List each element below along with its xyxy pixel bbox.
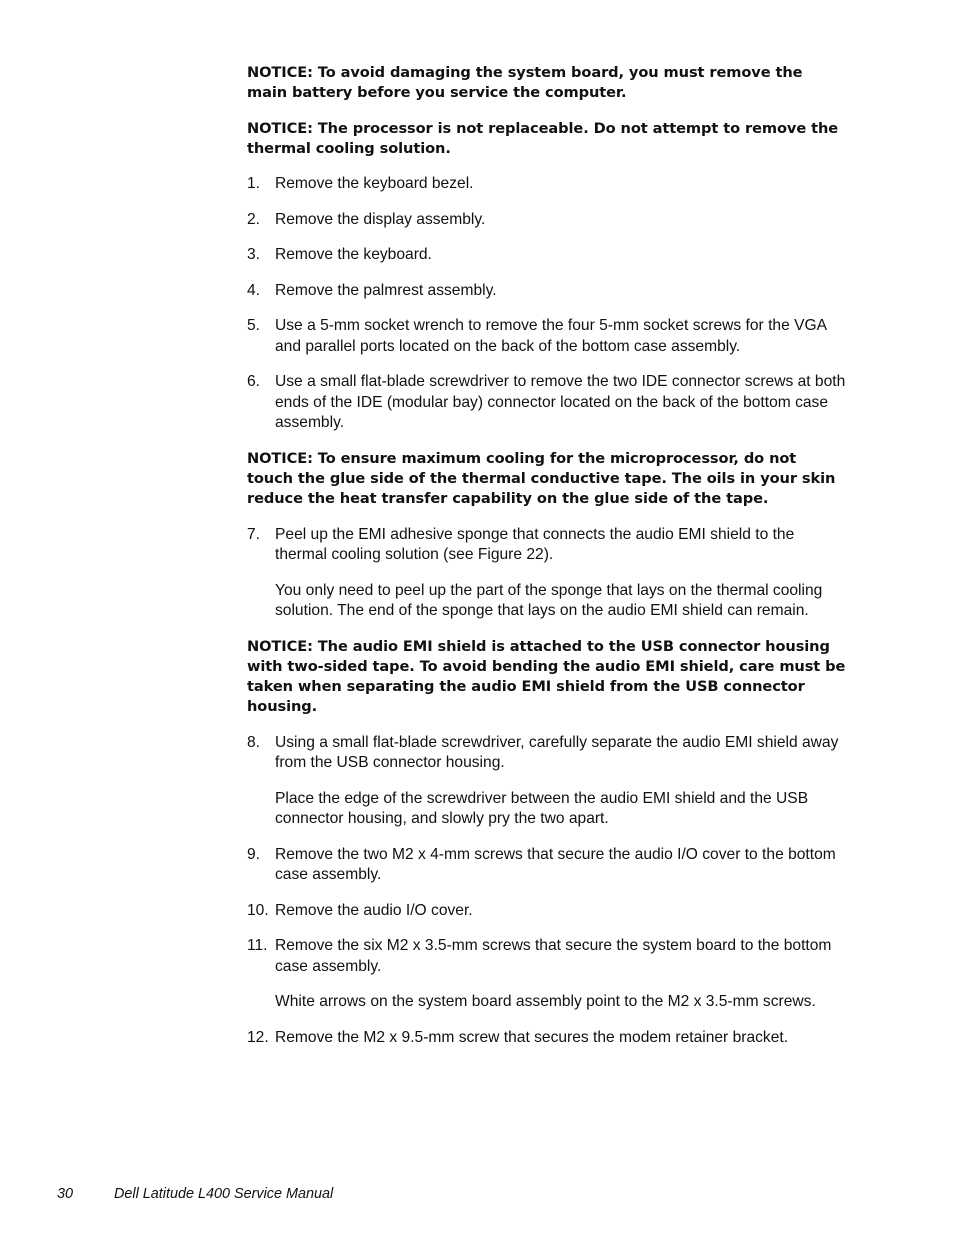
step-instruction: Remove the two M2 x 4-mm screws that secure the audio I/O cover to the bottom case assembly.: [275, 845, 836, 884]
step-instruction: Peel up the EMI adhesive sponge that connects the audio EMI shield to the thermal cooling solution (see Figure 22).: [275, 525, 795, 564]
step-note: Place the edge of the screwdriver between the audio EMI shield and the USB connector housing, and slowly pry the two apart.: [275, 789, 809, 828]
step-number: 1.: [247, 175, 261, 193]
step-instruction: Remove the palmrest assembly.: [275, 281, 497, 299]
procedure-step: [247, 901, 847, 922]
step-note: White arrows on the system board assembly point to the M2 x 3.5-mm screws.: [275, 993, 816, 1011]
step-number: 7.: [247, 525, 261, 543]
procedure-step: [247, 281, 847, 302]
step-number: 10.: [247, 901, 269, 919]
procedure-step: [247, 316, 847, 357]
step-number: 3.: [247, 246, 261, 264]
step-number: 11.: [247, 937, 268, 955]
manual-title: Dell Latitude L400 Service Manual: [114, 1186, 334, 1202]
step-instruction: Remove the display assembly.: [275, 210, 486, 228]
procedure-step: [247, 845, 847, 886]
step-instruction: Remove the audio I/O cover.: [275, 901, 473, 919]
page-content: [247, 63, 847, 1063]
procedure-step: [247, 733, 847, 830]
step-instruction: Remove the M2 x 9.5-mm screw that secures the modem retainer bracket.: [275, 1028, 789, 1046]
step-number: 5.: [247, 317, 261, 335]
notice-paragraph: NOTICE: The processor is not replaceable. Do not attempt to remove the thermal cooling solution.: [247, 119, 839, 157]
procedure-step: [247, 210, 847, 231]
procedure-step: [247, 174, 847, 195]
step-number: 2.: [247, 210, 261, 228]
procedure-step: [247, 936, 847, 1013]
notice-paragraph: NOTICE: To avoid damaging the system board, you must remove the main battery before you service the computer.: [247, 64, 803, 102]
step-note: You only need to peel up the part of the sponge that lays on the thermal cooling solution. The end of the sponge that lays on the audio EMI shield can remain.: [275, 581, 823, 620]
notice-paragraph: NOTICE: The audio EMI shield is attached to the USB connector housing with two-sided tape. To avoid bending the audio EMI shield, care must be taken when separating the audio EMI shield from the USB connector housing.: [247, 637, 846, 716]
step-instruction: Remove the six M2 x 3.5-mm screws that secure the system board to the bottom case assembly.: [275, 937, 832, 975]
step-number: 6.: [247, 373, 261, 391]
step-instruction: Remove the keyboard bezel.: [275, 175, 474, 193]
step-number: 9.: [247, 845, 261, 863]
step-number: 12.: [247, 1028, 269, 1046]
step-instruction: Using a small flat-blade screwdriver, carefully separate the audio EMI shield away from the USB connector housing.: [275, 733, 839, 772]
page-number: 30: [57, 1186, 74, 1202]
procedure-step: [247, 525, 847, 622]
step-instruction: Use a 5-mm socket wrench to remove the four 5-mm socket screws for the VGA and parallel ports located on the back of the bottom case assembly.: [275, 317, 827, 355]
step-number: 4.: [247, 281, 261, 299]
procedure-step: [247, 245, 847, 266]
procedure-step: [247, 372, 847, 434]
step-instruction: Remove the keyboard.: [275, 246, 432, 264]
notice-paragraph: NOTICE: To ensure maximum cooling for the microprocessor, do not touch the glue side of the thermal conductive tape. The oils in your skin reduce the heat transfer capability on the glue side of the tape.: [247, 449, 836, 508]
procedure-step: [247, 1028, 847, 1049]
step-number: 8.: [247, 733, 261, 751]
step-instruction: Use a small flat-blade screwdriver to remove the two IDE connector screws at both ends of the IDE (modular bay) connector located on the back of the bottom case assembly.: [275, 373, 846, 432]
